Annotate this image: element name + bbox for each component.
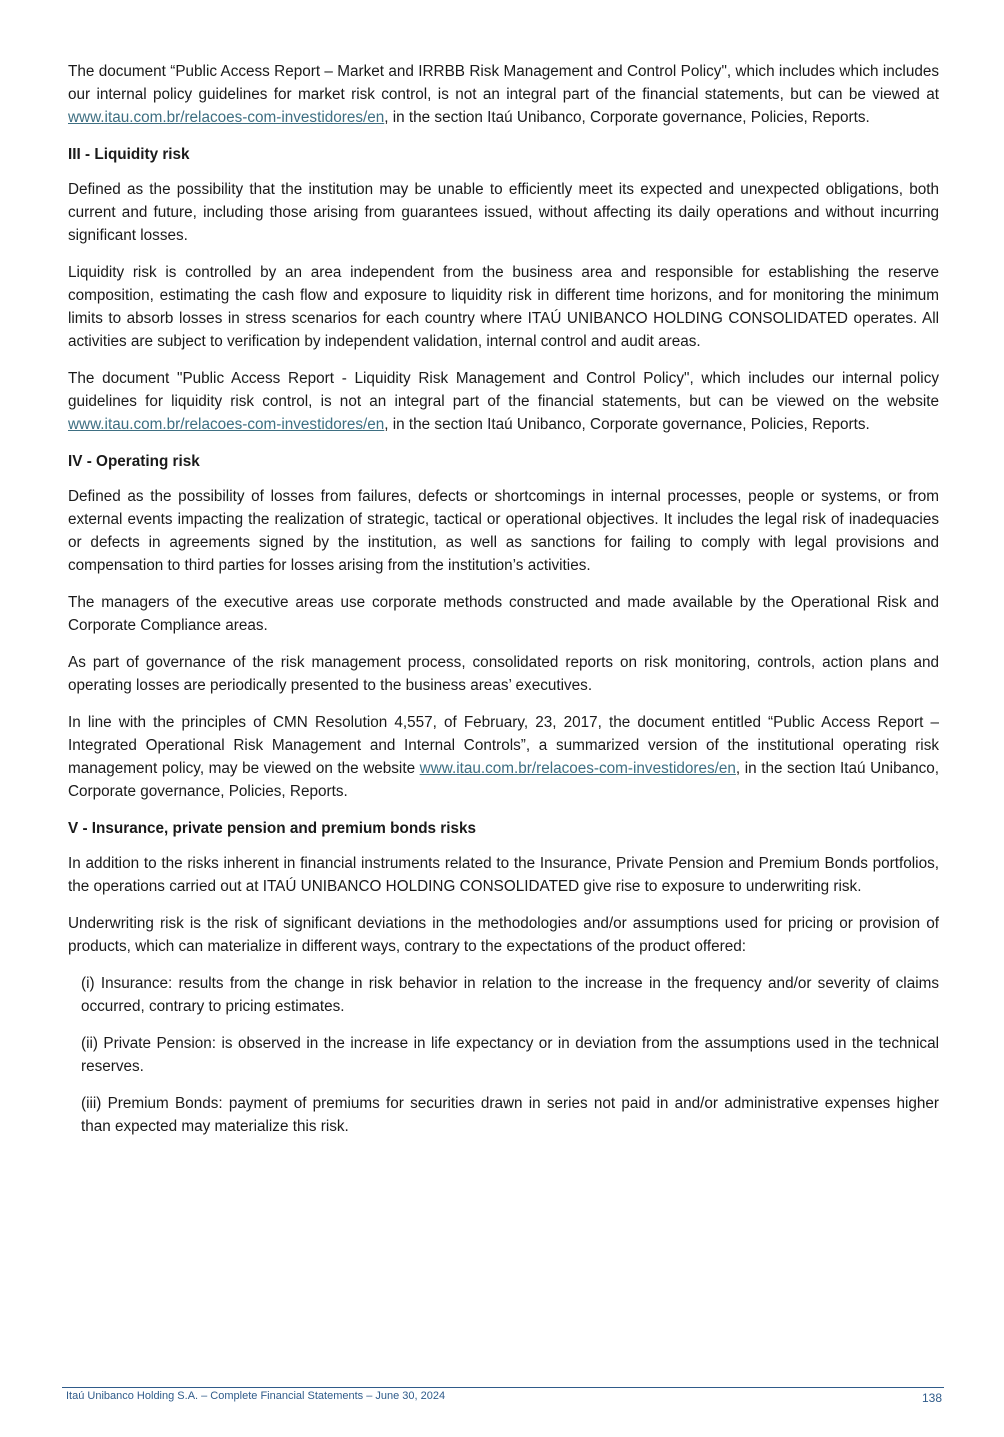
operating-definition-paragraph: Defined as the possibility of losses from failures, defects or shortcomings in internal processes, people or systems, or from external events impacting the realization of strategic, tactical or operational objectives. It includes the legal risk of inadequacies or defects in agreements signed by the institution, as well as sanctions for failing to comply with legal provisions and compensation to third parties for losses arising from the institution’s activities. [68,488,939,574]
insurance-risk-heading: V - Insurance, private pension and premium bonds risks [68,820,477,837]
footer-title: Itaú Unibanco Holding S.A. – Complete Financial Statements – June 30, 2024 [66,1390,446,1402]
market-policy-paragraph: The document “Public Access Report – Market and IRRBB Risk Management and Control Policy", which includes which includes our internal policy guidelines for market risk control, is not an integral part of the financial statements, but can be viewed at www.itau.com.br/relacoes-com-investidores/en, in the section Itaú Unibanco, Corporate governance, Policies, Reports. [68,63,939,126]
insurance-intro-paragraph: In addition to the risks inherent in financial instruments related to the Insurance, Private Pension and Premium Bonds portfolios, the operations carried out at ITAÚ UNIBANCO HOLDING CONSOLIDATED give rise to exposure to underwriting risk. [68,855,939,895]
document-body [68,60,939,1152]
operating-policy-paragraph: In line with the principles of CMN Resolution 4,557, of February, 23, 2017, the document entitled “Public Access Report – Integrated Operational Risk Management and Internal Controls”, a summarized version of the institutional operating risk management policy, may be viewed on the website www.itau.com.br/relacoes-com-investidores/en, in the section Itaú Unibanco, Corporate governance, Policies, Reports. [68,714,939,800]
liquidity-control-paragraph: Liquidity risk is controlled by an area independent from the business area and responsible for establishing the reserve composition, estimating the cash flow and exposure to liquidity risk in different time horizons, and for monitoring the minimum limits to absorb losses in stress scenarios for each country where ITAÚ UNIBANCO HOLDING CONSOLIDATED operates. All activities are subject to verification by independent validation, internal control and audit areas. [68,264,939,350]
liquidity-policy-paragraph: The document "Public Access Report - Liquidity Risk Management and Control Policy", which includes our internal policy guidelines for liquidity risk control, is not an integral part of the financial statements, but can be viewed on the website www.itau.com.br/relacoes-com-investidores/en, in the section Itaú Unibanco, Corporate governance, Policies, Reports. [68,370,939,433]
list-item: (iii) Premium Bonds: payment of premiums for securities drawn in series not paid in and/or administrative expenses higher than expected may materialize this risk. [81,1095,939,1135]
liquidity-risk-heading: III - Liquidity risk [68,146,190,163]
investor-relations-link[interactable]: www.itau.com.br/relacoes-com-investidores/en [68,109,385,126]
underwriting-risk-paragraph: Underwriting risk is the risk of significant deviations in the methodologies and/or assumptions used for pricing or provision of products, which can materialize in different ways, contrary to the expectations of the product offered: [68,915,939,955]
investor-relations-link[interactable]: www.itau.com.br/relacoes-com-investidores/en [68,416,385,433]
operating-risk-heading: IV - Operating risk [68,453,200,470]
operating-governance-paragraph: As part of governance of the risk management process, consolidated reports on risk monitoring, controls, action plans and operating losses are periodically presented to the business areas’ executives. [68,654,939,694]
footer-divider [62,1387,944,1388]
list-item: (i) Insurance: results from the change in risk behavior in relation to the increase in the frequency and/or severity of claims occurred, contrary to pricing estimates. [81,975,939,1015]
operating-managers-paragraph: The managers of the executive areas use corporate methods constructed and made available by the Operational Risk and Corporate Compliance areas. [68,594,939,634]
investor-relations-link[interactable]: www.itau.com.br/relacoes-com-investidores/en [419,760,736,777]
liquidity-definition-paragraph: Defined as the possibility that the institution may be unable to efficiently meet its expected and unexpected obligations, both current and future, including those arising from guarantees issued, without affecting its daily operations and without incurring significant losses. [68,181,939,244]
page-number: 138 [921,1391,942,1405]
list-item: (ii) Private Pension: is observed in the increase in life expectancy or in deviation from the assumptions used in the technical reserves. [81,1035,939,1075]
